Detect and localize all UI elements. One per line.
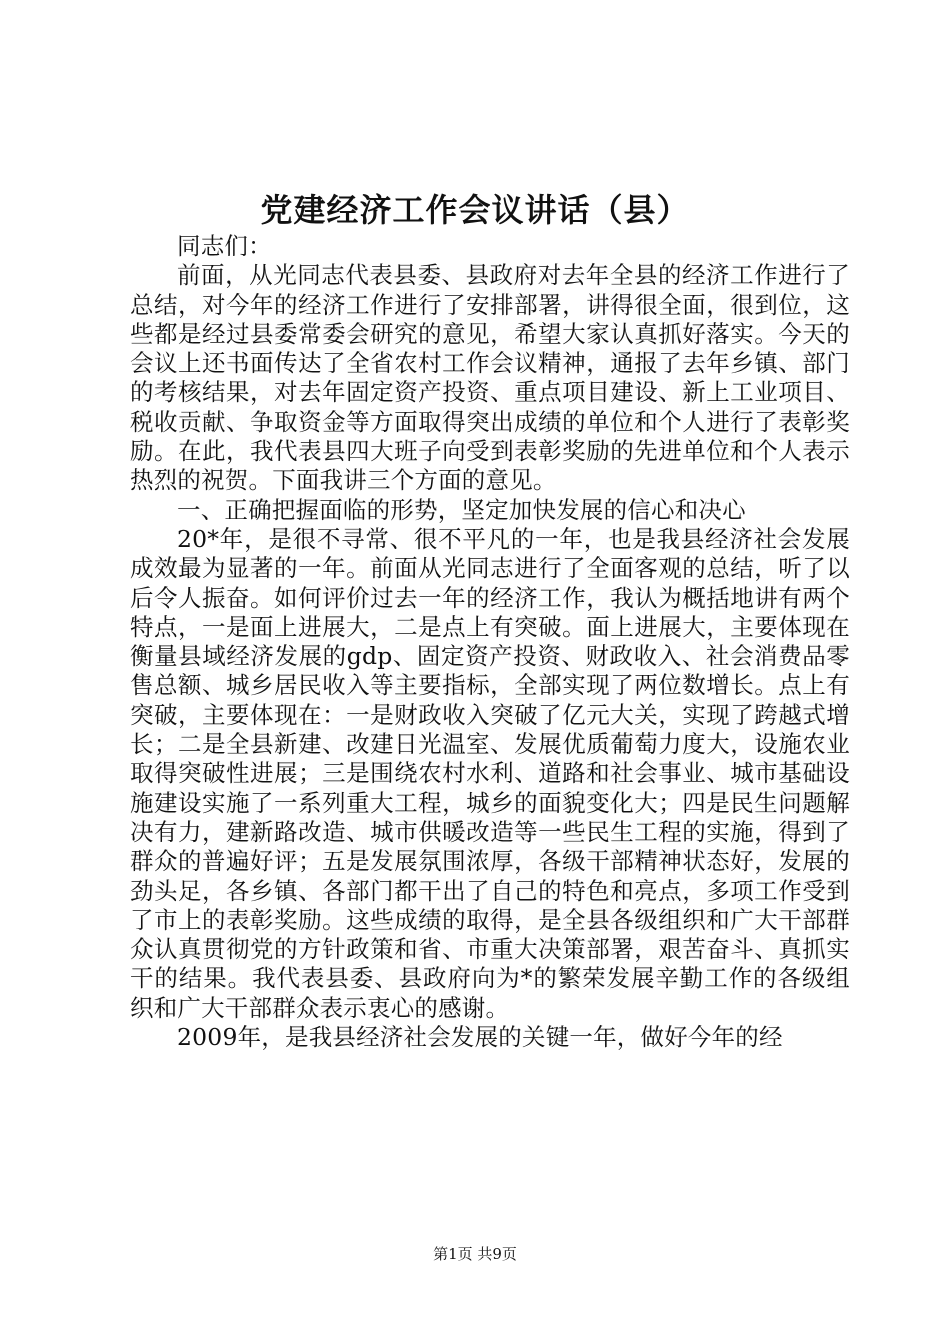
closing-paragraph: 2009年，是我县经济社会发展的关键一年，做好今年的经 [177,1023,783,1052]
document-body [130,232,850,1052]
intro-paragraph: 前面，从光同志代表县委、县政府对去年全县的经济工作进行了总结，对今年的经济工作进行了安排部署，讲得很全面，很到位，这些都是经过县委常委会研究的意见，希望大家认真抓好落实。今天的会议上还书面传达了全省农村工作会议精神，通报了去年乡镇、部门的考核结果，对去年固定资产投资、重点项目建设、新上工业项目、税收贡献、争取资金等方面取得突出成绩的单位和个人进行了表彰奖励。在此，我代表县四大班子向受到表彰奖励的先进单位和个人表示热烈的祝贺。下面我讲三个方面的意见。 [130,261,850,495]
section-heading-1: 一、正确把握面临的形势，坚定加快发展的信心和决心 [177,495,746,524]
salutation-paragraph: 同志们： [177,232,272,260]
document-title: 党建经济工作会议讲话（县） [260,191,690,229]
page-footer: 第1页 共9页 [433,1245,517,1263]
review-paragraph: 20*年，是很不寻常、很不平凡的一年，也是我县经济社会发展成效最为显著的一年。前面从光同志进行了全面客观的总结，听了以后令人振奋。如何评价过去一年的经济工作，我认为概括地讲有两个特点，一是面上进展大，二是点上有突破。面上进展大，主要体现在衡量县域经济发展的gdp、固定资产投资、财政收入、社会消费品零售总额、城乡居民收入等主要指标，全部实现了两位数增长。点上有突破，主要体现在：一是财政收入突破了亿元大关，实现了跨越式增长；二是全县新建、改建日光温室、发展优质葡萄力度大，设施农业取得突破性进展；三是围绕农村水利、道路和社会事业、城市基础设施建设实施了一系列重大工程，城乡的面貌变化大；四是民生问题解决有力，建新路改造、城市供暖改造等一些民生工程的实施，得到了群众的普遍好评；五是发展氛围浓厚，各级干部精神状态好，发展的劲头足，各乡镇、各部门都干出了自己的特色和亮点，多项工作受到了市上的表彰奖励。这些成绩的取得，是全县各级组织和广大干部群众认真贯彻党的方针政策和省、市重大决策部署，艰苦奋斗、真抓实干的结果。我代表县委、县政府向为*的繁荣发展辛勤工作的各级组织和广大干部群众表示衷心的感谢。 [130,524,850,1022]
